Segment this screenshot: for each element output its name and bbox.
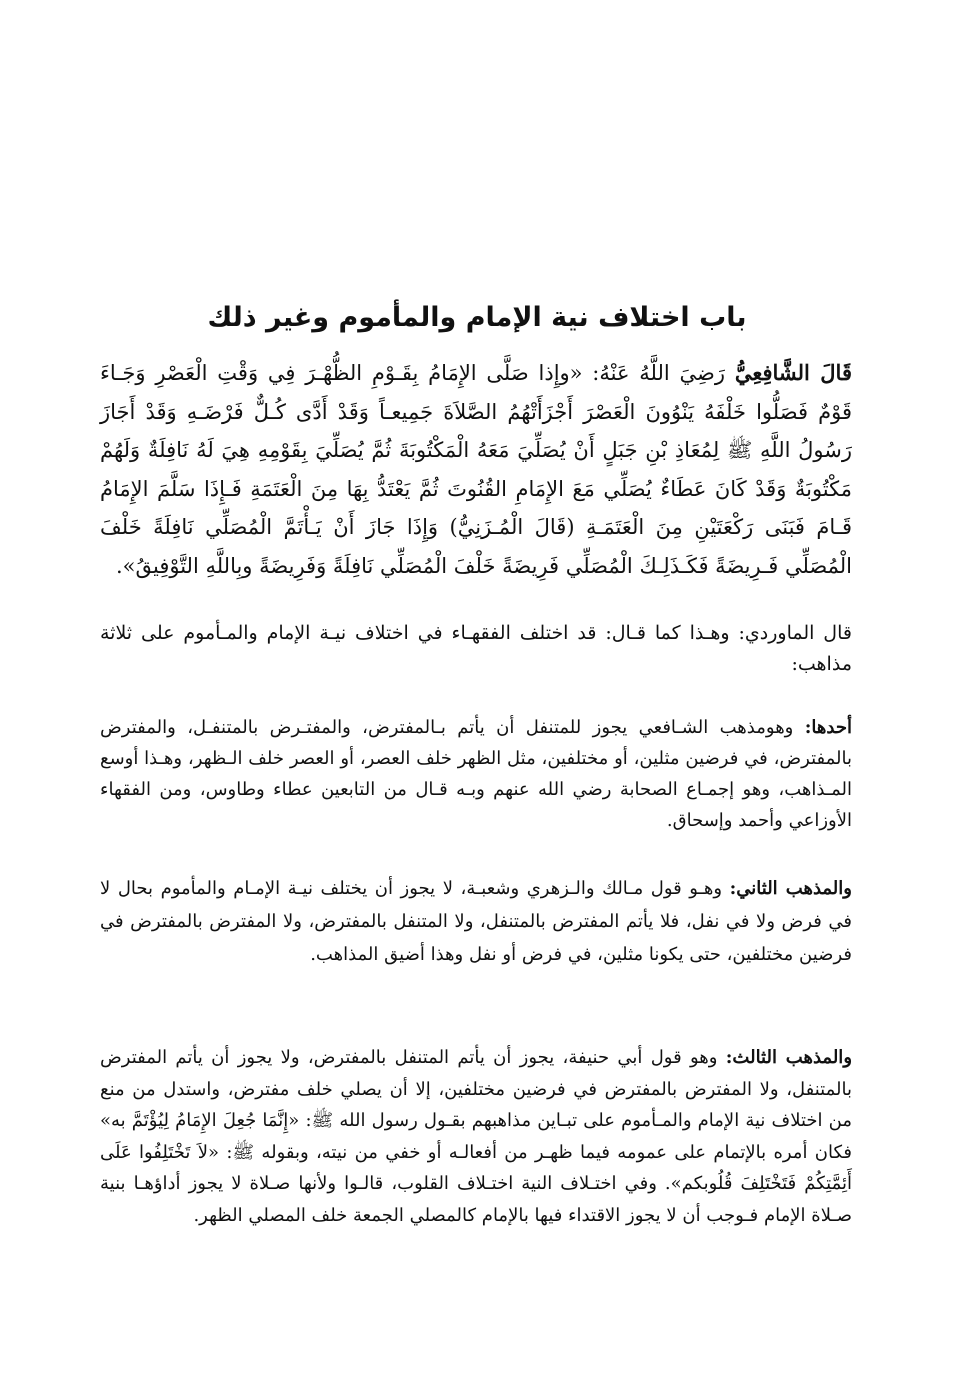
opinion-first-heading: أحدها: [804, 717, 852, 738]
quote-body: رَضِيَ اللَّهُ عَنْهُ: «وإِذا صَلَّى الإِمَامُ بِقَـوْمِ الظُّهْـرَ فِي وَقْتِ الْعَصْرِ وَجَـاءَ قَوْمٌ فَصَلُّوا خَلْفَهُ يَنْوُونَ الْعَصْرَ أَجْزَأَتْهُمُ الصَّلاَةَ جَمِيعـاً وَقَدْ أَدَّى كُـلٌّ فَرْضَـهِ وَقَدْ أَجَازَ رَسُولُ اللَّهِ ﷺ لِمُعَاذِ بْنِ جَبَلٍ أَنْ يُصَلِّيَ مَعَهُ الْمَكْتُوبَةَ ثُمَّ يُصَلِّيَ بِقَوْمِهِ هِيَ لَهُ نَافِلَةٌ وَلَهُمْ مَكْتُوبَةٌ وَقَدْ كَانَ عَطَاءٌ يُصَلِّي مَعَ الإِمَامِ القُنُوتَ ثُمَّ يَعْتَدُّ بِهَا مِنَ الْعَتَمَةِ فَـإِذَا سَلَّمَ الإِمَامُ قَـامَ فَبَنَى رَكْعَتَيْنِ مِنَ الْعَتَمَـةِ (قَالَ الْمُـزَنِيُّ) وَإِذَا جَازَ أَنْ يَـأْتَمَّ الْمُصَلِّي نَافِلَةً خَلْفَ الْمُصَلِّي فَـرِيضَةً فَكَـذَلِـكَ الْمُصَلِّي فَرِيضَةً خَلْفَ الْمُصَلِّي نَافِلَةً وَفَرِيضَةً وبِاللَّهِ التَّوْفِيقُ». [100, 361, 852, 578]
opinion-third-heading: والمذهب الثالث: [725, 1047, 853, 1068]
opinion-second-text: وهـو قول مـالك والـزهري وشعبـة، لا يجوز أن يختلف نيـة الإمـام والمأموم بحال لا في فرض ولا في نفل، فلا يأتم المفترض بالمتنفل، ولا المتنفل بالمفترض، ولا المفترض بالمفترض في فرضين مختلفين، حتى يكونا مثلين، في فرض أو نفل وهذا أضيق المذاهب. [100, 878, 852, 965]
opinion-paragraph-third [100, 1042, 852, 1231]
opinion-paragraph-first [100, 712, 852, 836]
opinion-third-text: وهو قول أبي حنيفة، يجوز أن يأتم المتنفل بالمفترض، ولا يجوز أن يأتم المفترض بالمتنفل، ولا المفترض بالمفترض في فرضين مختلفين، إلا أن يصلي خلف مفترض، واستدل من منع من اختلاف نية الإمام والمـأموم على تبـاين مذاهبهم بقـول رسول الله ﷺ: «إِنَّمَا جُعِلَ الإِمَامُ لِيُؤْتَمَّ به» فكان أمره بالإتمام على عمومه فيما ظهـر من أفعالـه أو خفي من نيته، وبقوله ﷺ: «لاَ تَخْتَلِفُوا عَلَى أَئِمَّتِكُمْ فَتَخْتَلِفَ قُلُوبكم». وفي اختـلاف النية اختـلاف القلوب، قالـوا ولأنها صـلاة لا يجوز أداؤهـا بنية صـلاة الإمام فـوجب أن لا يجوز الاقتداء فيها بالإمام كالمصلي الجمعة خلف المصلي الظهر. [100, 1047, 852, 1226]
opinion-paragraph-second [100, 872, 852, 971]
quote-speaker: قَالَ الشَّافِعِيُّ [734, 360, 852, 385]
commentary-intro-paragraph [100, 618, 852, 680]
chapter-title: باب اختلاف نية الإمام والمأموم وغير ذلك [207, 302, 747, 334]
commentary-intro-text: قال الماوردي: وهـذا كما قـال: قد اختلف الفقهـاء في اختلاف نيـة الإمام والمـأموم على ثلاثة مذاهب: [100, 622, 852, 675]
opinion-second-heading: والمذهب الثاني: [729, 878, 852, 899]
quoted-text-paragraph [100, 354, 852, 585]
opinion-first-text: وهومذهب الشـافعي يجوز للمتنفل أن يأتم بـالمفترض، والمفتـرض بالمتنفـل، والمفترض بالمفترض، في فرضين مثلين، أو مختلفين، مثل الظهر خلف العصر، أو العصر خلف الـظهر، وهـذا أوسع المـذاهب، وهو إجمـاع الصحابة رضي الله عنهم وبـه قـال من التابعين عطاء وطاوس، ومن الفقهاء الأوزاعي وأحمد وإسحاق. [100, 717, 852, 831]
